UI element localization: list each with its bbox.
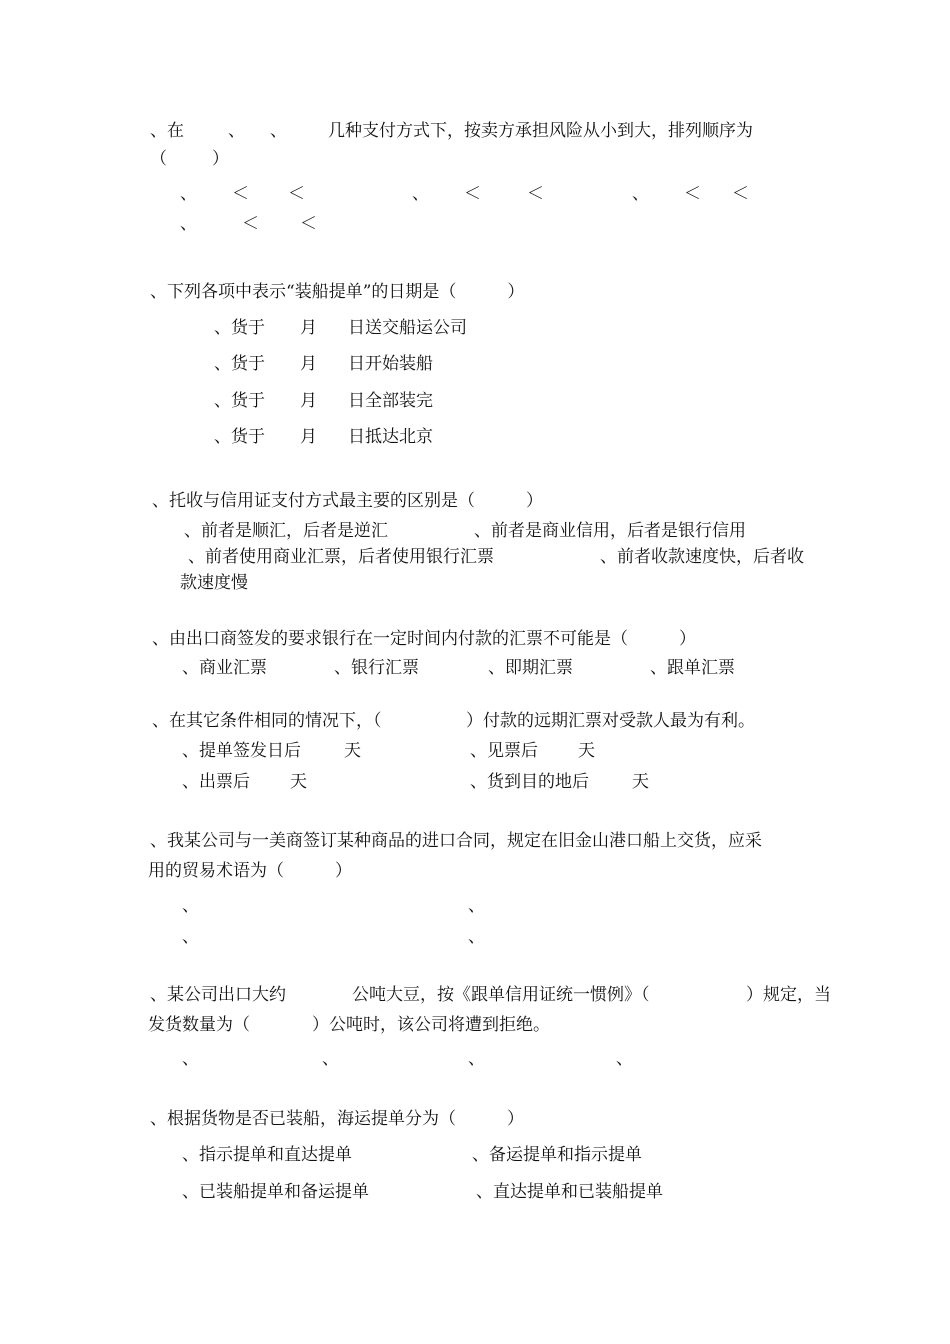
- option-d-unit: 天: [632, 772, 649, 792]
- option-c-rest: 日全部装完: [348, 391, 433, 411]
- option-d-continued: 款速度慢: [180, 573, 248, 593]
- question-stem-fragment: 、: [228, 121, 245, 141]
- question-stem: 、在: [150, 121, 184, 141]
- option-b-month: 月: [300, 354, 317, 374]
- option-a: 、商业汇票: [182, 658, 267, 678]
- question-stem-fragment: 、: [270, 121, 287, 141]
- option-a: 、前者是顺汇，后者是逆汇: [184, 521, 388, 541]
- option-b-lt: ＜: [464, 184, 481, 204]
- question-stem-fragment: ）规定，当: [746, 985, 831, 1005]
- question-stem: 、根据货物是否已装船，海运提单分为（ ）: [150, 1109, 524, 1129]
- option-a-lt: ＜: [232, 184, 249, 204]
- option-c-unit: 天: [290, 772, 307, 792]
- option-b-lt: ＜: [527, 184, 544, 204]
- option-b: 、见票后: [470, 741, 538, 761]
- option-d: 、: [616, 1049, 633, 1069]
- option-d: 、货于: [214, 427, 265, 447]
- option-a-rest: 日送交船运公司: [348, 318, 467, 338]
- option-a-month: 月: [300, 318, 317, 338]
- option-c-marker: 、: [632, 184, 649, 204]
- option-c: 、即期汇票: [488, 658, 573, 678]
- option-b: 、银行汇票: [334, 658, 419, 678]
- option-a: 、指示提单和直达提单: [182, 1145, 352, 1165]
- option-c-lt: ＜: [732, 184, 749, 204]
- question-stem-fragment: 公吨大豆，按《跟单信用证统一惯例》（: [352, 985, 650, 1005]
- option-d: 、前者收款速度快，后者收: [600, 547, 804, 567]
- option-d: 、货到目的地后: [470, 772, 589, 792]
- question-stem: 、下列各项中表示“装船提单”的日期是（ ）: [150, 282, 525, 302]
- question-stem-fragment: 几种支付方式下，按卖方承担风险从小到大，排列顺序为: [328, 121, 753, 141]
- option-d: 、: [468, 927, 485, 947]
- option-a-lt: ＜: [288, 184, 305, 204]
- option-b: 、货于: [214, 354, 265, 374]
- option-b: 、: [468, 896, 485, 916]
- option-c-lt: ＜: [684, 184, 701, 204]
- option-d-lt: ＜: [242, 214, 259, 234]
- option-b-marker: 、: [412, 184, 429, 204]
- option-a: 、提单签发日后: [182, 741, 301, 761]
- option-c: 、: [468, 1049, 485, 1069]
- answer-bracket-open: （: [150, 149, 167, 169]
- option-b: 、: [322, 1049, 339, 1069]
- answer-bracket-close: ）: [212, 149, 229, 169]
- question-stem-line2: 用的贸易术语为（ ）: [148, 861, 352, 881]
- option-c: 、货于: [214, 391, 265, 411]
- question-stem: 、由出口商签发的要求银行在一定时间内付款的汇票不可能是（ ）: [152, 629, 696, 649]
- question-stem-fragment: ）付款的远期汇票对受款人最为有利。: [466, 711, 755, 731]
- option-a: 、: [182, 896, 199, 916]
- option-d-marker: 、: [180, 214, 197, 234]
- option-b-rest: 日开始装船: [348, 354, 433, 374]
- option-a: 、: [182, 1049, 199, 1069]
- option-c: 、出票后: [182, 772, 250, 792]
- option-d: 、直达提单和已装船提单: [476, 1182, 663, 1202]
- option-d-month: 月: [300, 427, 317, 447]
- option-d: 、跟单汇票: [650, 658, 735, 678]
- option-d-lt: ＜: [300, 214, 317, 234]
- option-a: 、货于: [214, 318, 265, 338]
- question-stem: 、我某公司与一美商签订某种商品的进口合同，规定在旧金山港口船上交货，应采: [150, 831, 762, 851]
- option-d-rest: 日抵达北京: [348, 427, 433, 447]
- option-b: 、备运提单和指示提单: [472, 1145, 642, 1165]
- option-c: 、: [182, 927, 199, 947]
- question-stem: 、托收与信用证支付方式最主要的区别是（ ）: [152, 491, 543, 511]
- option-b: 、前者是商业信用，后者是银行信用: [474, 521, 746, 541]
- option-c: 、前者使用商业汇票，后者使用银行汇票: [188, 547, 494, 567]
- question-stem-line2-fragment: ）公吨时，该公司将遭到拒绝。: [312, 1015, 550, 1035]
- question-stem: 、在其它条件相同的情况下，（: [152, 711, 382, 731]
- question-stem: 、某公司出口大约: [150, 985, 286, 1005]
- option-a-unit: 天: [344, 741, 361, 761]
- option-a-marker: 、: [180, 184, 197, 204]
- option-c: 、已装船提单和备运提单: [182, 1182, 369, 1202]
- question-stem-line2: 发货数量为（: [148, 1015, 250, 1035]
- option-b-unit: 天: [578, 741, 595, 761]
- option-c-month: 月: [300, 391, 317, 411]
